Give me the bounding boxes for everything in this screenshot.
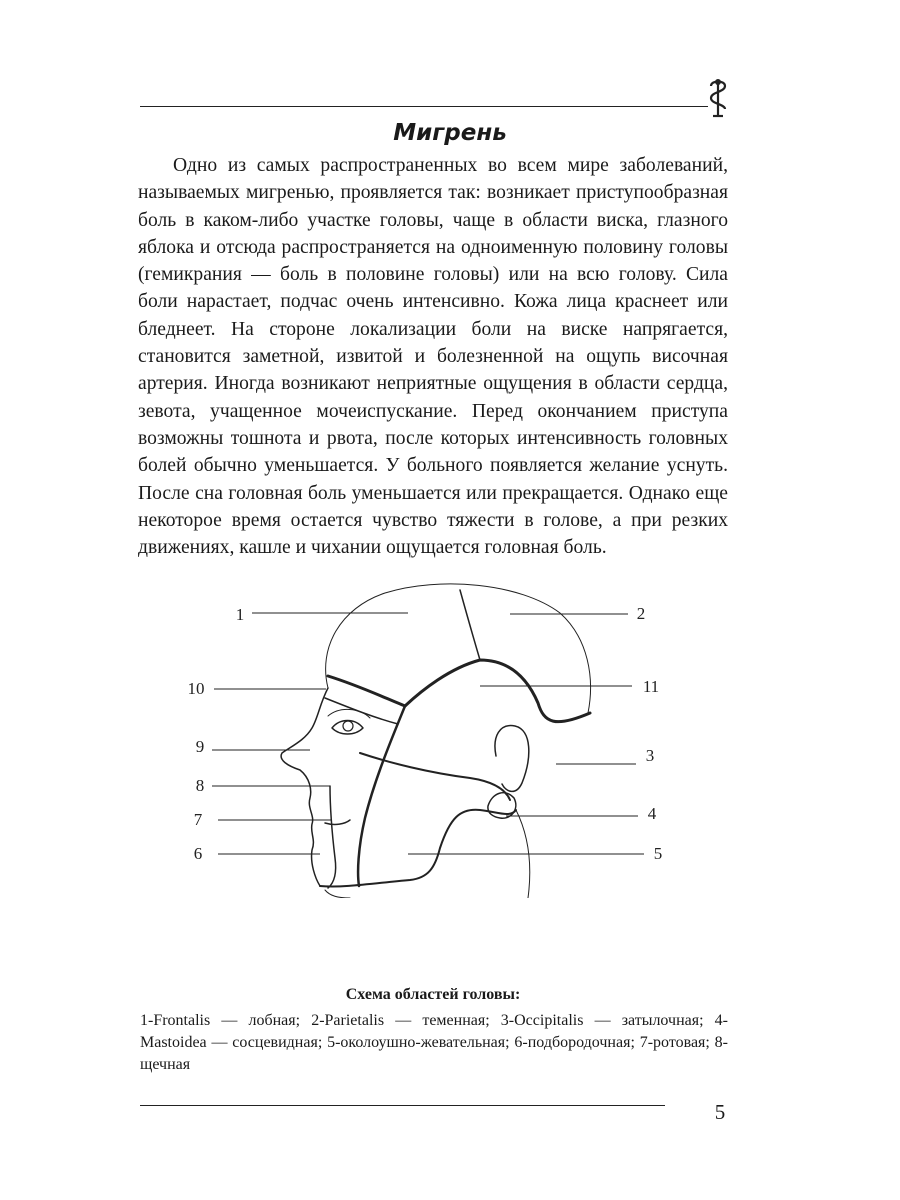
eye xyxy=(332,721,363,735)
temporal-boundary xyxy=(358,706,405,886)
midline-seam xyxy=(460,590,480,660)
label-9: 9 xyxy=(195,737,205,756)
label-2: 2 xyxy=(636,604,646,623)
head-drawing xyxy=(281,584,590,898)
label-3: 3 xyxy=(645,746,655,765)
ear xyxy=(495,726,529,792)
footer-rule xyxy=(140,1105,665,1106)
cheek-line xyxy=(360,753,510,800)
cheek-curve xyxy=(328,786,336,888)
skull-outline xyxy=(326,584,591,713)
body-paragraph xyxy=(138,152,728,561)
label-7: 7 xyxy=(193,810,203,829)
label-11: 11 xyxy=(642,677,660,696)
figure-caption-title: Схема областей головы: xyxy=(345,986,521,1003)
caduceus-icon xyxy=(705,78,731,118)
frontalis-band-top xyxy=(328,676,405,706)
label-10: 10 xyxy=(187,679,205,698)
mouth-line xyxy=(325,820,350,824)
face-profile xyxy=(281,688,328,886)
label-5: 5 xyxy=(653,844,663,863)
brow xyxy=(328,709,370,718)
head-regions-diagram xyxy=(160,578,700,898)
page-number: 5 xyxy=(714,1100,726,1124)
label-4: 4 xyxy=(647,804,657,823)
label-1: 1 xyxy=(235,605,245,624)
page-title: Мигрень xyxy=(393,120,507,146)
label-8: 8 xyxy=(195,776,205,795)
header-rule xyxy=(140,106,708,107)
neck-front xyxy=(325,890,350,898)
label-6: 6 xyxy=(193,844,203,863)
body-paragraph-text: Одно из самых распространенных во всем мире заболеваний, называемых мигренью, проявляется так: возникает приступообразная боль в каком-либо участке головы, чаще в области виска, глазного яблока и отсюда распространяется на одноименную половину головы (гемикрания — боль в половине головы) или на всю голову. Сила боли нарастает, подчас очень интенсивно. Кожа лица краснеет или бледнеет. На стороне локализации боли на виске напрягается, становится заметной, извитой и болезненной на ощупь височная артерия. Иногда возникают неприятные ощущения в области сердца, зевота, учащенное мочеиспускание. Перед окончанием приступа возможны тошнота и рвота, после которых интенсивность головных болей обычно уменьшается. У больного появляется желание уснуть. После сна головная боль уменьшается или прекращается. Однако еще некоторое время остается чувство тяжести в голове, а при резких движениях, кашле и чихании ощущается головная боль. xyxy=(138,155,728,559)
figure-caption-text: 1-Frontalis — лобная; 2-Parietalis — теменная; 3-Occipitalis — затылочная; 4-Mastoidea — сосцевидная; 5-околоушно-жевательная; 6-подбородочная; 7-ротовая; 8-щечная xyxy=(140,1012,728,1073)
leader-lines xyxy=(212,613,644,854)
region-labels xyxy=(188,604,663,863)
parietal-boundary xyxy=(405,660,590,722)
pupil xyxy=(343,721,353,731)
